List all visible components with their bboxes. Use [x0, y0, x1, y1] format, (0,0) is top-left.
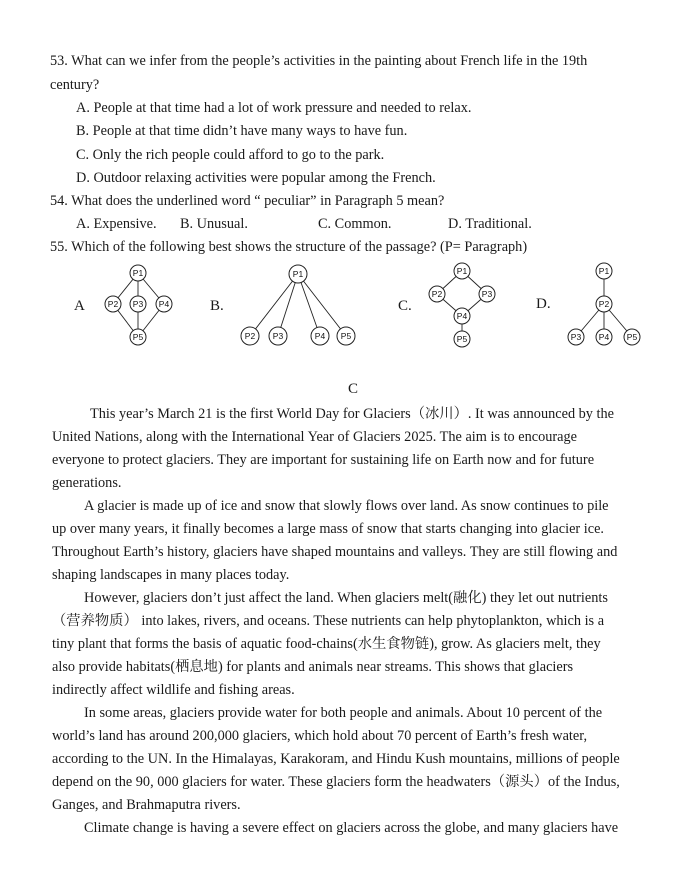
diagram-a-node-p3	[130, 296, 146, 312]
diagram-a-node-p1	[130, 265, 146, 281]
q53-option-d: D. Outdoor relaxing activities were popular among the French.	[76, 170, 436, 186]
diagram-d-node-p3	[568, 329, 584, 345]
passage-p1-line1: This year’s March 21 is the first World Day for Glaciers（冰川）. It was announced by the	[90, 406, 614, 422]
svg-text:P3: P3	[272, 331, 284, 341]
passage-p3-line2: （营养物质） into lakes, rivers, and oceans. These nutrients can help phytoplankton, which is a	[52, 613, 605, 629]
q55-option-a-letter: A	[74, 298, 85, 314]
diagram-d-node-p1	[596, 263, 612, 279]
svg-text:P4: P4	[314, 331, 326, 341]
diagram-a-node-p5	[130, 329, 146, 345]
svg-text:P5: P5	[340, 331, 352, 341]
structure-diagram-c	[422, 262, 502, 352]
svg-text:P1: P1	[132, 268, 144, 278]
svg-text:P2: P2	[431, 289, 443, 299]
passage-p2-line4: shaping landscapes in many places today.	[52, 567, 290, 583]
q55-option-c-letter: C.	[398, 298, 412, 314]
structure-diagram-b	[238, 262, 368, 352]
diagram-d-node-p4	[596, 329, 612, 345]
diagram-d-node-p2	[596, 296, 612, 312]
passage-p3-line5: indirectly affect wildlife and fishing areas.	[52, 682, 295, 698]
q55-stem: 55. Which of the following best shows the structure of the passage? (P= Paragraph)	[50, 239, 528, 255]
passage-p4-line2: world’s land has around 200,000 glaciers, which hold about 70 percent of Earth’s fresh water,	[52, 728, 588, 744]
q54-option-c: C. Common.	[318, 216, 392, 232]
q53-stem-line1: 53. What can we infer from the people’s activities in the painting about French life in the 19th	[50, 53, 588, 69]
passage-section-letter: C	[348, 381, 359, 397]
diagram-b-node-p3	[269, 327, 287, 345]
passage-p5-line1: Climate change is having a severe effect on glaciers across the globe, and many glaciers have	[84, 820, 619, 836]
svg-text:P5: P5	[456, 334, 468, 344]
passage-p3-line1: However, glaciers don’t just affect the land. When glaciers melt(融化) they let out nutrients	[84, 590, 608, 606]
diagram-c-node-p4	[454, 308, 470, 324]
passage-p3-line3: tiny plant that forms the basis of aquatic food-chains(水生食物链), grow. As glaciers melt, they	[52, 636, 601, 652]
diagram-b-node-p1	[289, 265, 307, 283]
q53-option-b: B. People at that time didn’t have many ways to have fun.	[76, 123, 408, 139]
passage-p2-line2: up over many years, it finally becomes a large mass of snow that starts changing into glacier ice.	[52, 521, 604, 537]
passage-p3-line4: also provide habitats(栖息地) for plants and animals near streams. This shows that glaciers	[52, 659, 574, 675]
q55-option-b-letter: B.	[210, 298, 224, 314]
passage-p2-line1: A glacier is made up of ice and snow that slowly flows over land. As snow continues to pile	[84, 498, 609, 514]
svg-text:P5: P5	[132, 332, 144, 342]
svg-text:P4: P4	[456, 311, 468, 321]
q54-option-d: D. Traditional.	[448, 216, 532, 232]
svg-text:P2: P2	[244, 331, 256, 341]
svg-text:P2: P2	[107, 299, 119, 309]
q55-option-d-letter: D.	[536, 296, 551, 312]
q54-option-a: A. Expensive.	[76, 216, 157, 232]
structure-diagram-a	[100, 262, 180, 352]
q54-stem: 54. What does the underlined word “ peculiar” in Paragraph 5 mean?	[50, 193, 445, 209]
svg-text:P3: P3	[570, 332, 582, 342]
passage-p2-line3: Throughout Earth’s history, glaciers have shaped mountains and valleys. They are still flowing and	[52, 544, 618, 560]
q53-option-c: C. Only the rich people could afford to go to the park.	[76, 147, 385, 163]
passage-p4-line1: In some areas, glaciers provide water for both people and animals. About 10 percent of the	[84, 705, 603, 721]
diagram-a-node-p4	[156, 296, 172, 312]
svg-text:P4: P4	[598, 332, 610, 342]
diagram-b-node-p5	[337, 327, 355, 345]
diagram-c-node-p1	[454, 263, 470, 279]
diagram-c-node-p2	[429, 286, 445, 302]
diagram-d-node-p5	[624, 329, 640, 345]
q54-option-b: B. Unusual.	[180, 216, 248, 232]
svg-text:P1: P1	[292, 269, 304, 279]
diagram-a-node-p2	[105, 296, 121, 312]
q53-stem-line2: century?	[50, 77, 100, 93]
structure-diagram-d	[564, 262, 654, 352]
passage-p4-line5: Ganges, and Brahmaputra rivers.	[52, 797, 241, 813]
svg-text:P3: P3	[132, 299, 144, 309]
passage-p4-line4: depend on the 90, 000 glaciers for water. These glaciers form the headwaters（源头）of the Indus,	[52, 774, 620, 790]
svg-text:P4: P4	[158, 299, 170, 309]
svg-text:P5: P5	[626, 332, 638, 342]
passage-p1-line3: everyone to protect glaciers. They are important for sustaining life on Earth now and for future	[52, 452, 595, 468]
diagram-b-node-p2	[241, 327, 259, 345]
svg-text:P1: P1	[456, 266, 468, 276]
passage-p1-line2: United Nations, along with the International Year of Glaciers 2025. The aim is to encourage	[52, 429, 578, 445]
passage-p1-line4: generations.	[52, 475, 122, 491]
svg-text:P1: P1	[598, 266, 610, 276]
diagram-b-node-p4	[311, 327, 329, 345]
diagram-c-node-p3	[479, 286, 495, 302]
svg-text:P3: P3	[481, 289, 493, 299]
diagram-c-node-p5	[454, 331, 470, 347]
passage-p4-line3: according to the UN. In the Himalayas, Karakoram, and Hindu Kush mountains, millions of people	[52, 751, 620, 767]
svg-text:P2: P2	[598, 299, 610, 309]
q53-option-a: A. People at that time had a lot of work pressure and needed to relax.	[76, 100, 472, 116]
